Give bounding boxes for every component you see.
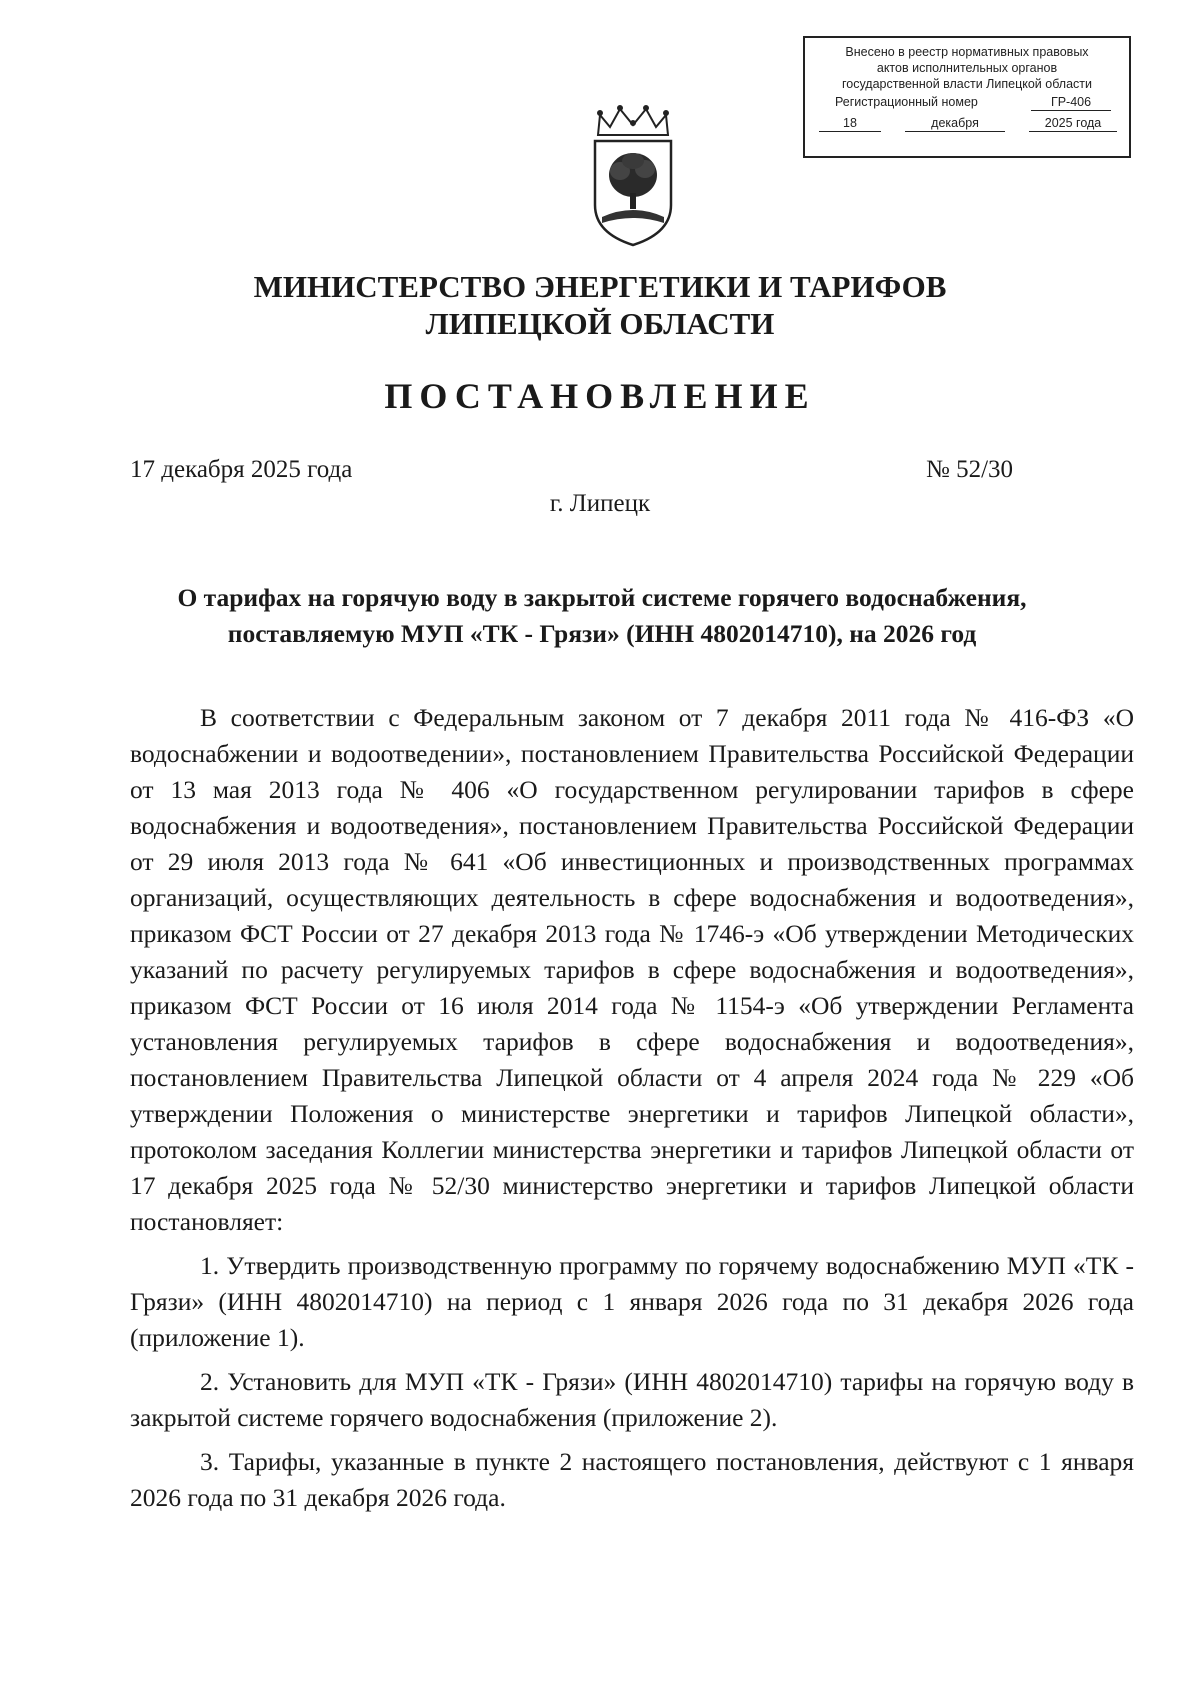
document-type-title: ПОСТАНОВЛЕНИЕ bbox=[384, 376, 816, 416]
document-body bbox=[130, 700, 1134, 1524]
stamp-line-3: государственной власти Липецкой области bbox=[841, 77, 1093, 91]
stamp-reg-number: ГР-406 bbox=[1031, 94, 1111, 111]
stamp-year: 2025 года bbox=[1029, 115, 1117, 132]
ministry-name-line-1: МИНИСТЕРСТВО ЭНЕРГЕТИКИ И ТАРИФОВ bbox=[253, 269, 947, 304]
document-city: г. Липецк bbox=[549, 490, 651, 517]
ministry-name-line-2: ЛИПЕЦКОЙ ОБЛАСТИ bbox=[425, 306, 775, 341]
stamp-line-2: актов исполнительных органов bbox=[876, 61, 1058, 75]
crown-icon bbox=[598, 106, 668, 135]
stamp-date-row bbox=[805, 111, 1129, 132]
registry-stamp bbox=[803, 36, 1131, 158]
document-date: 17 декабря 2025 года bbox=[130, 456, 353, 483]
stamp-month: декабря bbox=[905, 115, 1005, 132]
coat-of-arms-emblem bbox=[590, 105, 676, 247]
stamp-reg-label: Регистрационный номер bbox=[835, 95, 978, 109]
stamp-day: 18 bbox=[819, 115, 881, 132]
oak-tree-icon bbox=[602, 153, 664, 223]
clause-2-paragraph: 2. Установить для МУП «ТК - Грязи» (ИНН 4802014710) тарифы на горячую воду в закрытой системе горячего водоснабжения (приложение 2). bbox=[130, 1367, 1134, 1432]
stamp-line-1: Внесено в реестр нормативных правовых bbox=[845, 45, 1089, 59]
document-number: № 52/30 bbox=[926, 456, 1014, 483]
preamble-paragraph: В соответствии с Федеральным законом от 7 декабря 2011 года № 416-ФЗ «О водоснабжении и водоотведении», постановлением Правительства Российской Федерации от 13 мая 2013 года № 406 «О государственном регулировании тарифов в сфере водоснабжения и водоотведения», постановлением Правительства Российской Федерации от 29 июля 2013 года № 641 «Об инвестиционных и производственных программах организаций, осуществляющих деятельность в сфере водоснабжения и водоотведения», приказом ФСТ России от 27 декабря 2013 года № 1746-э «Об утверждении Методических указаний по расчету регулируемых тарифов в сфере водоснабжения и водоотведения», приказом ФСТ России от 16 июля 2014 года № 1154-э «Об утверждении Регламента установления регулируемых тарифов в сфере водоснабжения и водоотведения», постановлением Правительства Липецкой области от 4 апреля 2024 года № 229 «Об утверждении Положения о министерстве энергетики и тарифов Липецкой области», протоколом заседания Коллегии министерства энергетики и тарифов Липецкой области от 17 декабря 2025 года № 52/30 министерство энергетики и тарифов Липецкой области постановляет: bbox=[130, 703, 1134, 1236]
clause-1-paragraph: 1. Утвердить производственную программу по горячему водоснабжению МУП «ТК - Грязи» (ИНН 4802014710) на период с 1 января 2026 года по 31 декабря 2026 года (приложение 1). bbox=[130, 1251, 1134, 1352]
document-subject: О тарифах на горячую воду в закрытой системе горячего водоснабжения, поставляемую МУП «ТК - Грязи» (ИНН 4802014710), на 2026 год bbox=[177, 583, 1027, 648]
stamp-registration-row bbox=[805, 92, 1129, 111]
clause-3-paragraph: 3. Тарифы, указанные в пункте 2 настоящего постановления, действуют с 1 января 2026 года по 31 декабря 2026 года. bbox=[130, 1447, 1134, 1512]
ministry-name bbox=[0, 268, 1200, 342]
